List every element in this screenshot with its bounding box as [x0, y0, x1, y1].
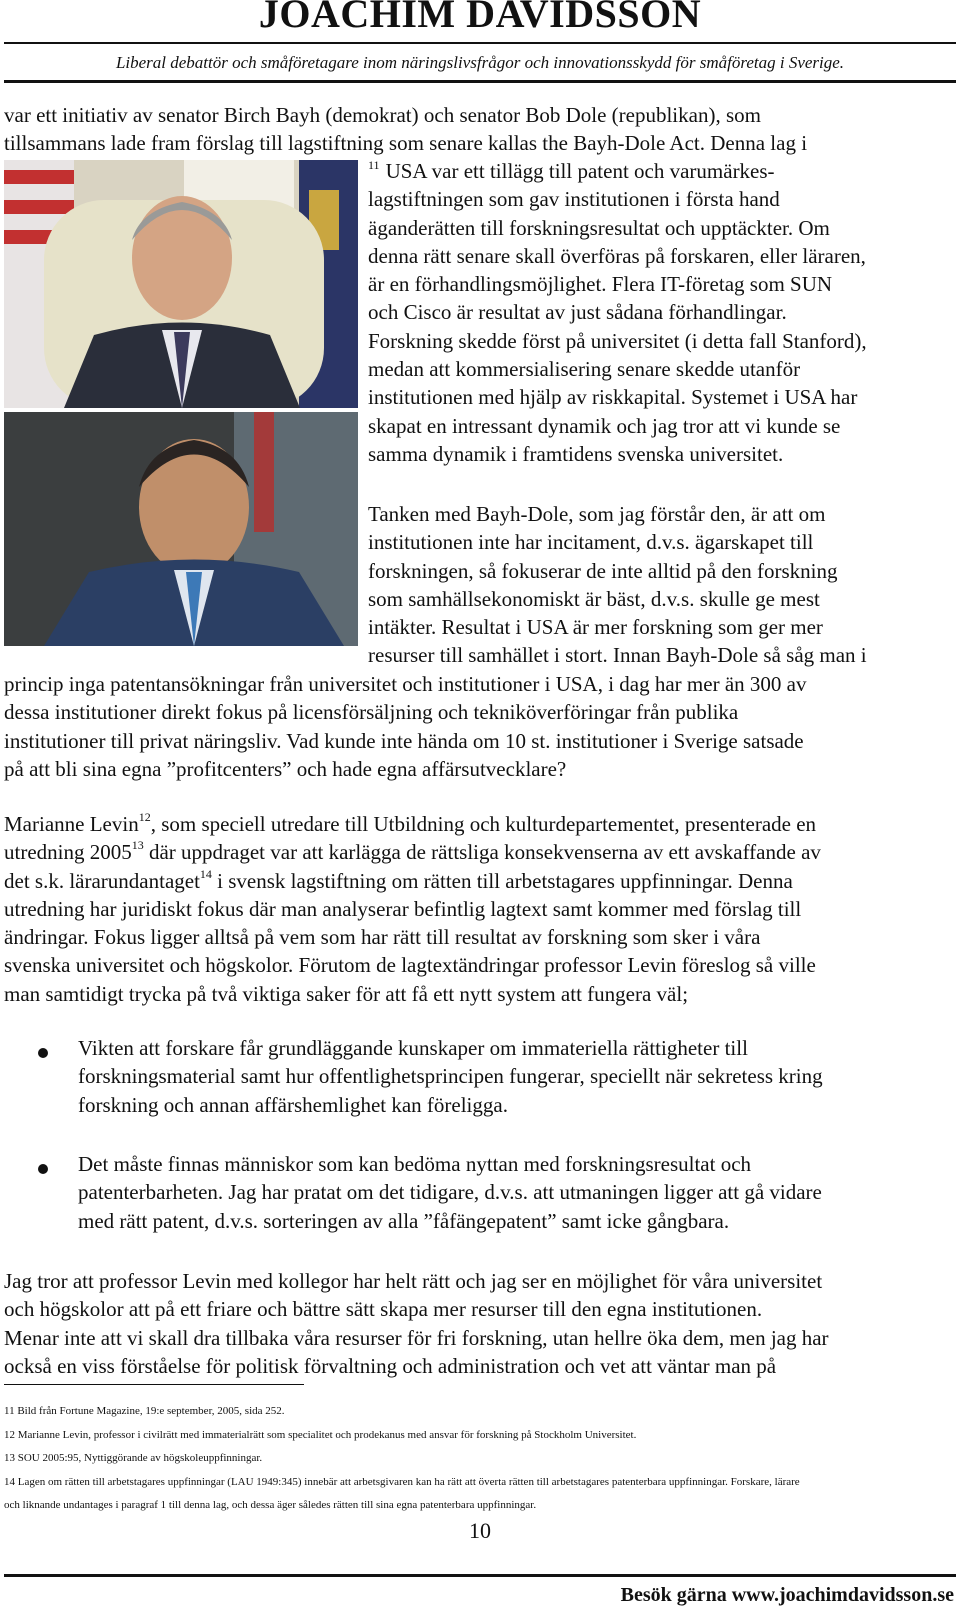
text-line: utredning har juridiskt fokus där man analyserar befintlig lagtext samt kommer med förslag till: [4, 896, 802, 921]
text-line: är en förhandlingsmöjlighet. Flera IT-företag som SUN: [368, 272, 833, 297]
levin-paragraph: Marianne Levin$^{12}$, som speciell utredare till Utbildning och kulturdepartementet, presenterade en utredning 2005$^{13}$ där uppdraget var att karlägga de rättsliga konsekvenserna av ett avskaffande av det s.k. lärarundantaget$^{14}$ i svensk lagstiftning om rätten till arbetstagares uppfinningar. Denna utredning har juridiskt fokus där man analyserar befintlig lagtext samt kommer med förslag till ändringar. Fokus ligger alltså på vem som har rätt till resultat av forskning som sker i våra svenska universitet och högskolor. Förutom de lagtextändringar professor Levin föreslog så ville man samtidigt trycka på två viktiga saker för att få ett nytt system att fungera väl;: [4, 810, 821, 1008]
text-line: ändringar. Fokus ligger alltså på vem som har rätt till resultat av forskning som sker i våra: [4, 925, 761, 950]
text-line: samma dynamik i framtidens svenska universitet.: [368, 441, 784, 466]
text-line: man samtidigt trycka på två viktiga saker för att få ett nytt system att fungera väl;: [4, 981, 689, 1006]
text-line: denna rätt senare skall överföras på forskaren, eller läraren,: [368, 243, 866, 268]
text-line: resurser till samhället i stort. Innan Bayh-Dole så såg man i: [368, 643, 867, 668]
incentive-paragraph-continued: [4, 670, 806, 783]
header-rule: [4, 42, 956, 44]
text-line: forskningen, så fokuserar de inte alltid på den forskning: [368, 558, 838, 583]
text-line: och högskolor att på ett friare och bättre sätt skapa mer resurser till den egna institutionen.: [4, 1297, 763, 1322]
portrait-photo-bob-dole: [4, 412, 358, 646]
text-line: som samhällsekonomiskt är bäst, d.v.s. skulle ge mest: [368, 586, 820, 611]
closing-paragraph: [4, 1267, 829, 1380]
footnote-14: 14 Lagen om rätten till arbetstagares uppfinningar (LAU 1949:345) innebär att arbetsgivaren kan ha rätt att överta rätten till arbetstagares patenterbara uppfinningar. Forskare, lärare: [4, 1475, 800, 1488]
bullet-item-research-knowledge: Vikten att forskare får grundläggande kunskaper om immateriella rättigheter till forskningsmaterial samt hur offentlighetsprincipen fungerar, speciellt när sekretess kring forskning och annan affärshemlighet kan föreligga.: [78, 1036, 823, 1117]
text-line: institutionen inte har incitament, d.v.s. ägarskapet till: [368, 530, 814, 555]
bullet-marker: [38, 1164, 48, 1174]
bullet-item-patent-assessment: Det måste finnas människor som kan bedöma nyttan med forskningsresultat och patenterbarheten. Jag har pratat om det tidigare, d.v.s. att utmaningen ligger att gå vidare med rätt patent, d.v.s. sorteringen av alla ”fåfängepatent” samt icke gångbara.: [78, 1152, 822, 1233]
author-name-title: JOACHIM DAVIDSSON: [258, 0, 702, 36]
text-line: Jag tror att professor Levin med kollegor har helt rätt och jag ser en möjlighet för våra universitet: [4, 1269, 823, 1293]
intro-paragraph: [4, 101, 807, 158]
text-line: institutionen med hjälp av riskkapital. Systemet i USA har: [368, 385, 858, 410]
text-line: Tanken med Bayh-Dole, som jag förstår den, är att om: [368, 502, 826, 526]
text-line: äganderätten till forskningsresultat och upptäckter. Om: [368, 215, 830, 240]
text-line: medan att kommersialisering senare skedde utanför: [368, 357, 801, 382]
footnote-14-continued: och liknande undantages i paragraf 1 till denna lag, och dessa äger således rätten till sina egna patenterbara uppfinningar.: [4, 1499, 537, 1511]
footnote-12: 12 Marianne Levin, professor i civilrätt med immaterialrätt som specialitet och prodekanus med ansvar för forskning på Stockholm Universitet.: [4, 1428, 637, 1441]
text-line: princip inga patentansökningar från universitet och institutioner i USA, i dag har mer än 300 av: [4, 672, 807, 696]
footnotes: [4, 1400, 956, 1518]
bullet-marker: [38, 1048, 48, 1058]
footnote-ref-14: 14: [199, 866, 212, 881]
page-number: 10: [469, 1518, 491, 1543]
text-line: institutioner till privat näringsliv. Vad kunde inte hända om 10 st. institutioner i Sverige satsade: [4, 728, 804, 753]
footnote-ref-11: 11: [368, 158, 380, 172]
header-rule-lower: [4, 80, 956, 83]
footnote-ref-13: 13: [131, 838, 144, 853]
text-line: lagstiftningen som gav institutionen i första hand: [368, 187, 780, 212]
text-line: och Cisco är resultat av just sådana förhandlingar.: [368, 300, 787, 325]
text-line: svenska universitet och högskolor. Förutom de lagtextändringar professor Levin föreslog så ville: [4, 953, 816, 978]
incentive-paragraph: [368, 500, 867, 670]
footnote-11: 11 Bild från Fortune Magazine, 19:e september, 2005, sida 252.: [4, 1405, 285, 1417]
footnote-ref-12: 12: [138, 810, 151, 824]
footer-website-note: Besök gärna www.joachimdavidsson.se: [620, 1584, 954, 1606]
text-line: Menar inte att vi skall dra tillbaka våra resurser för fri forskning, utan hellre öka dem, men jag har: [4, 1325, 829, 1350]
author-tagline: Liberal debattör och småföretagare inom näringslivsfrågor och innovationsskydd för småföretag i Sverige.: [115, 53, 845, 72]
text-line: var ett initiativ av senator Birch Bayh (demokrat) och senator Bob Dole (republikan), som: [4, 103, 761, 127]
bayh-dole-paragraph: $^{11}$ USA var ett tillägg till patent och varumärkes- lagstiftningen som gav institutionen i första hand äganderätten till forskningsresultat och upptäckter. Om denna rätt senare skall överföras på forskaren, eller läraren, är en förhandlingsmöjlighet. Flera IT-företag som SUN och Cisco är resultat av just sådana förhandlingar. Forskning skedde först på universitet (i detta fall Stanford), medan att kommersialisering senare skedde utanför institutionen med hjälp av riskkapital. Systemet i USA har skapat en intressant dynamik och jag tror att vi kunde se samma dynamik i framtidens svenska universitet.: [368, 157, 867, 468]
footnote-13: 13 SOU 2005:95, Nyttiggörande av högskoleuppfinningar.: [4, 1452, 263, 1464]
text-line: tillsammans lade fram förslag till lagstiftning som senare kallas the Bayh-Dole Act. Denna lag i: [4, 131, 808, 156]
portrait-photo-birch-bayh: [4, 160, 358, 408]
footnote-separator: [4, 1384, 304, 1385]
text-line: dessa institutioner direkt fokus på licensförsäljning och tekniköverföringar från publika: [4, 700, 739, 725]
text-line: på att bli sina egna ”profitcenters” och hade egna affärsutvecklare?: [4, 756, 567, 781]
text-line: skapat en intressant dynamik och jag tror att vi kunde se: [368, 413, 841, 438]
text-line: intäkter. Resultat i USA är mer forskning som ger mer: [368, 615, 823, 640]
footer-rule: [4, 1574, 956, 1577]
text-line: också en viss förståelse för politisk förvaltning och administration och vet att väntar man på: [4, 1353, 777, 1378]
text-line: Forskning skedde först på universitet (i detta fall Stanford),: [368, 328, 867, 353]
